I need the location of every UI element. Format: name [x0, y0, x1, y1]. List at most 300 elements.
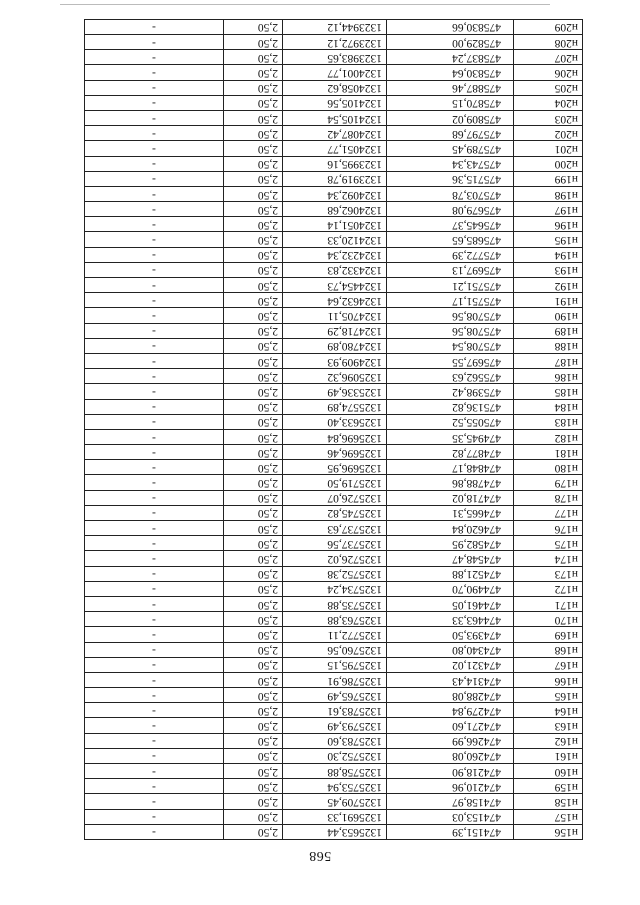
table-row	[85, 642, 583, 657]
cell-point: н163	[514, 718, 583, 733]
table-row	[85, 733, 583, 748]
cell-note: -	[85, 202, 224, 217]
cell-distance: 2,50	[224, 551, 283, 566]
cell-note: -	[85, 414, 224, 429]
table-row	[85, 597, 583, 612]
cell-note: -	[85, 217, 224, 232]
cell-distance: 2,50	[224, 748, 283, 763]
cell-y: 1325734,24	[283, 581, 387, 596]
cell-distance: 2,50	[224, 460, 283, 475]
cell-point: н193	[514, 262, 583, 277]
table-row	[85, 278, 583, 293]
cell-distance: 2,50	[224, 764, 283, 779]
table-row	[85, 217, 583, 232]
table-row	[85, 536, 583, 551]
cell-note: -	[85, 19, 224, 34]
cell-note: -	[85, 657, 224, 672]
cell-note: -	[85, 399, 224, 414]
cell-point: н182	[514, 429, 583, 444]
cell-x: 475136,82	[387, 399, 514, 414]
table-row	[85, 414, 583, 429]
cell-note: -	[85, 156, 224, 171]
cell-x: 475703,78	[387, 186, 514, 201]
cell-y: 1325735,88	[283, 597, 387, 612]
cell-distance: 2,50	[224, 429, 283, 444]
cell-point: н194	[514, 247, 583, 262]
cell-note: -	[85, 612, 224, 627]
table-row	[85, 657, 583, 672]
cell-distance: 2,50	[224, 794, 283, 809]
table-row	[85, 429, 583, 444]
cell-x: 475685,65	[387, 232, 514, 247]
cell-y: 1324058,62	[283, 80, 387, 95]
cell-x: 474788,86	[387, 475, 514, 490]
cell-point: н184	[514, 399, 583, 414]
table-row	[85, 323, 583, 338]
cell-x: 474665,31	[387, 505, 514, 520]
cell-distance: 2,50	[224, 733, 283, 748]
cell-note: -	[85, 262, 224, 277]
cell-distance: 2,50	[224, 657, 283, 672]
cell-note: -	[85, 95, 224, 110]
table-row	[85, 688, 583, 703]
table-row	[85, 764, 583, 779]
cell-distance: 2,50	[224, 171, 283, 186]
cell-y: 1325691,33	[283, 809, 387, 824]
cell-point: н195	[514, 232, 583, 247]
cell-distance: 2,50	[224, 627, 283, 642]
cell-distance: 2,50	[224, 65, 283, 80]
cell-point: н178	[514, 490, 583, 505]
cell-distance: 2,50	[224, 809, 283, 824]
cell-x: 474210,96	[387, 779, 514, 794]
cell-point: н169	[514, 627, 583, 642]
cell-x: 475743,34	[387, 156, 514, 171]
cell-y: 1324105,54	[283, 111, 387, 126]
cell-note: -	[85, 141, 224, 156]
cell-y: 1324051,14	[283, 217, 387, 232]
cell-distance: 2,50	[224, 323, 283, 338]
cell-x: 474271,60	[387, 718, 514, 733]
cell-y: 1324062,68	[283, 202, 387, 217]
cell-x: 474490,70	[387, 581, 514, 596]
cell-note: -	[85, 764, 224, 779]
cell-point: н181	[514, 445, 583, 460]
cell-distance: 2,50	[224, 141, 283, 156]
cell-x: 474718,02	[387, 490, 514, 505]
cell-point: н208	[514, 35, 583, 50]
cell-point: н192	[514, 278, 583, 293]
cell-distance: 2,50	[224, 597, 283, 612]
cell-point: н209	[514, 19, 583, 34]
cell-point: н177	[514, 505, 583, 520]
cell-distance: 2,50	[224, 672, 283, 687]
cell-distance: 2,50	[224, 566, 283, 581]
table-row	[85, 308, 583, 323]
cell-y: 1324705,11	[283, 308, 387, 323]
cell-y: 1323995,16	[283, 156, 387, 171]
cell-x: 474548,47	[387, 551, 514, 566]
cell-y: 1325753,94	[283, 779, 387, 794]
cell-x: 474848,17	[387, 460, 514, 475]
table-row	[85, 19, 583, 34]
cell-distance: 2,50	[224, 581, 283, 596]
table-row	[85, 232, 583, 247]
cell-point: н180	[514, 460, 583, 475]
cell-note: -	[85, 278, 224, 293]
cell-x: 474151,39	[387, 824, 514, 839]
table-row	[85, 490, 583, 505]
coordinates-table-body	[85, 19, 583, 839]
cell-point: н172	[514, 581, 583, 596]
cell-point: н205	[514, 80, 583, 95]
cell-y: 1325719,50	[283, 475, 387, 490]
table-row	[85, 354, 583, 369]
cell-point: н168	[514, 642, 583, 657]
table-row	[85, 65, 583, 80]
cell-y: 1325772,11	[283, 627, 387, 642]
cell-y: 1325795,15	[283, 657, 387, 672]
cell-point: н204	[514, 95, 583, 110]
cell-point: н161	[514, 748, 583, 763]
cell-distance: 2,50	[224, 80, 283, 95]
cell-x: 475055,52	[387, 414, 514, 429]
cell-point: н166	[514, 672, 583, 687]
cell-point: н183	[514, 414, 583, 429]
cell-note: -	[85, 794, 224, 809]
cell-point: н185	[514, 384, 583, 399]
table-row	[85, 141, 583, 156]
cell-note: -	[85, 688, 224, 703]
cell-y: 1325709,45	[283, 794, 387, 809]
cell-y: 1325786,91	[283, 672, 387, 687]
cell-distance: 2,50	[224, 354, 283, 369]
cell-note: -	[85, 65, 224, 80]
cell-x: 474153,03	[387, 809, 514, 824]
cell-point: н167	[514, 657, 583, 672]
cell-y: 1325653,44	[283, 824, 387, 839]
cell-x: 475697,55	[387, 354, 514, 369]
cell-note: -	[85, 672, 224, 687]
cell-note: -	[85, 323, 224, 338]
cell-y: 1325633,40	[283, 414, 387, 429]
cell-y: 1325760,56	[283, 642, 387, 657]
cell-distance: 2,50	[224, 703, 283, 718]
cell-y: 1324092,34	[283, 186, 387, 201]
cell-note: -	[85, 384, 224, 399]
table-row	[85, 824, 583, 839]
cell-point: н207	[514, 50, 583, 65]
cell-distance: 2,50	[224, 490, 283, 505]
cell-y: 1325783,61	[283, 703, 387, 718]
cell-note: -	[85, 80, 224, 95]
cell-x: 475398,42	[387, 384, 514, 399]
cell-y: 1325726,02	[283, 551, 387, 566]
cell-x: 474620,84	[387, 521, 514, 536]
cell-point: н164	[514, 703, 583, 718]
cell-x: 475809,02	[387, 111, 514, 126]
table-row	[85, 171, 583, 186]
cell-note: -	[85, 475, 224, 490]
cell-y: 1323919,78	[283, 171, 387, 186]
cell-x: 474260,08	[387, 748, 514, 763]
cell-distance: 2,50	[224, 35, 283, 50]
cell-x: 475697,13	[387, 262, 514, 277]
page-number: 568	[308, 848, 332, 863]
cell-x: 475837,24	[387, 50, 514, 65]
cell-point: н159	[514, 779, 583, 794]
cell-x: 474393,50	[387, 627, 514, 642]
cell-distance: 2,50	[224, 399, 283, 414]
cell-distance: 2,50	[224, 779, 283, 794]
table-row	[85, 521, 583, 536]
cell-point: н170	[514, 612, 583, 627]
cell-x: 475679,08	[387, 202, 514, 217]
table-row	[85, 475, 583, 490]
cell-x: 474945,35	[387, 429, 514, 444]
cell-point: н174	[514, 551, 583, 566]
table-row	[85, 35, 583, 50]
cell-note: -	[85, 733, 224, 748]
table-row	[85, 718, 583, 733]
cell-note: -	[85, 35, 224, 50]
table-row	[85, 186, 583, 201]
cell-point: н165	[514, 688, 583, 703]
cell-y: 1325336,49	[283, 384, 387, 399]
cell-x: 474582,95	[387, 536, 514, 551]
cell-y: 1323944,12	[283, 19, 387, 34]
cell-point: н158	[514, 794, 583, 809]
cell-point: н162	[514, 733, 583, 748]
cell-distance: 2,50	[224, 369, 283, 384]
cell-distance: 2,50	[224, 95, 283, 110]
cell-y: 1325783,60	[283, 733, 387, 748]
cell-point: н160	[514, 764, 583, 779]
table-row	[85, 50, 583, 65]
cell-point: н171	[514, 597, 583, 612]
cell-note: -	[85, 369, 224, 384]
cell-distance: 2,50	[224, 262, 283, 277]
cell-point: н203	[514, 111, 583, 126]
table-row	[85, 612, 583, 627]
cell-x: 474463,33	[387, 612, 514, 627]
cell-note: -	[85, 429, 224, 444]
cell-y: 1324909,93	[283, 354, 387, 369]
table-row	[85, 126, 583, 141]
cell-note: -	[85, 627, 224, 642]
cell-y: 1324332,83	[283, 262, 387, 277]
table-row	[85, 627, 583, 642]
cell-y: 1323972,12	[283, 35, 387, 50]
cell-y: 1323983,65	[283, 50, 387, 65]
table-row	[85, 779, 583, 794]
cell-distance: 2,50	[224, 475, 283, 490]
table-row	[85, 505, 583, 520]
cell-point: н187	[514, 354, 583, 369]
cell-y: 1324632,64	[283, 293, 387, 308]
table-row	[85, 80, 583, 95]
cell-x: 475789,45	[387, 141, 514, 156]
cell-x: 474521,88	[387, 566, 514, 581]
cell-distance: 2,50	[224, 718, 283, 733]
cell-point: н201	[514, 141, 583, 156]
header-rule	[60, 4, 550, 5]
cell-y: 1325745,82	[283, 505, 387, 520]
cell-x: 474218,90	[387, 764, 514, 779]
cell-y: 1325752,38	[283, 566, 387, 581]
cell-point: н197	[514, 202, 583, 217]
cell-x: 475829,00	[387, 35, 514, 50]
cell-distance: 2,50	[224, 19, 283, 34]
cell-y: 1325696,95	[283, 460, 387, 475]
cell-distance: 2,50	[224, 521, 283, 536]
table-row	[85, 794, 583, 809]
cell-point: н188	[514, 338, 583, 353]
cell-x: 474340,80	[387, 642, 514, 657]
coordinates-table	[84, 19, 583, 840]
cell-point: н189	[514, 323, 583, 338]
table-row	[85, 581, 583, 596]
cell-x: 475562,63	[387, 369, 514, 384]
cell-distance: 2,50	[224, 338, 283, 353]
table-row	[85, 384, 583, 399]
table-row	[85, 566, 583, 581]
cell-distance: 2,50	[224, 278, 283, 293]
cell-point: н191	[514, 293, 583, 308]
cell-x: 474461,05	[387, 597, 514, 612]
cell-note: -	[85, 293, 224, 308]
cell-distance: 2,50	[224, 293, 283, 308]
cell-note: -	[85, 824, 224, 839]
cell-point: н179	[514, 475, 583, 490]
cell-distance: 2,50	[224, 445, 283, 460]
table-row	[85, 262, 583, 277]
cell-distance: 2,50	[224, 111, 283, 126]
table-row	[85, 399, 583, 414]
cell-y: 1324454,73	[283, 278, 387, 293]
cell-distance: 2,50	[224, 156, 283, 171]
cell-note: -	[85, 111, 224, 126]
cell-note: -	[85, 232, 224, 247]
table-row	[85, 445, 583, 460]
cell-x: 475772,39	[387, 247, 514, 262]
cell-note: -	[85, 186, 224, 201]
cell-distance: 2,50	[224, 308, 283, 323]
cell-note: -	[85, 581, 224, 596]
table-row	[85, 95, 583, 110]
cell-y: 1325096,32	[283, 369, 387, 384]
cell-x: 474158,97	[387, 794, 514, 809]
table-row	[85, 460, 583, 475]
cell-note: -	[85, 536, 224, 551]
cell-distance: 2,50	[224, 202, 283, 217]
cell-y: 1325737,63	[283, 521, 387, 536]
cell-x: 474279,84	[387, 703, 514, 718]
cell-x: 474314,43	[387, 672, 514, 687]
cell-distance: 2,50	[224, 642, 283, 657]
cell-note: -	[85, 597, 224, 612]
cell-x: 475715,36	[387, 171, 514, 186]
cell-x: 475645,37	[387, 217, 514, 232]
cell-point: н157	[514, 809, 583, 824]
table-row	[85, 111, 583, 126]
table-row	[85, 293, 583, 308]
cell-point: н200	[514, 156, 583, 171]
cell-x: 475708,56	[387, 308, 514, 323]
cell-y: 1324087,42	[283, 126, 387, 141]
cell-y: 1325696,84	[283, 429, 387, 444]
cell-note: -	[85, 126, 224, 141]
cell-y: 1324051,77	[283, 141, 387, 156]
table-row	[85, 156, 583, 171]
cell-x: 475870,15	[387, 95, 514, 110]
table-row	[85, 748, 583, 763]
cell-point: н175	[514, 536, 583, 551]
cell-note: -	[85, 50, 224, 65]
cell-point: н199	[514, 171, 583, 186]
cell-distance: 2,50	[224, 824, 283, 839]
cell-y: 1325574,89	[283, 399, 387, 414]
table-row	[85, 551, 583, 566]
cell-note: -	[85, 308, 224, 323]
cell-y: 1324001,77	[283, 65, 387, 80]
cell-point: н190	[514, 308, 583, 323]
cell-x: 475830,66	[387, 19, 514, 34]
cell-point: н156	[514, 824, 583, 839]
cell-point: н173	[514, 566, 583, 581]
cell-point: н176	[514, 521, 583, 536]
cell-distance: 2,50	[224, 612, 283, 627]
cell-note: -	[85, 779, 224, 794]
cell-point: н196	[514, 217, 583, 232]
cell-note: -	[85, 642, 224, 657]
cell-x: 475708,56	[387, 323, 514, 338]
table-row	[85, 672, 583, 687]
cell-note: -	[85, 551, 224, 566]
cell-note: -	[85, 445, 224, 460]
cell-y: 1325752,30	[283, 748, 387, 763]
cell-y: 1325765,49	[283, 688, 387, 703]
cell-note: -	[85, 338, 224, 353]
cell-x: 475830,64	[387, 65, 514, 80]
cell-distance: 2,50	[224, 505, 283, 520]
cell-note: -	[85, 809, 224, 824]
cell-distance: 2,50	[224, 414, 283, 429]
table-row	[85, 202, 583, 217]
cell-y: 1324120,33	[283, 232, 387, 247]
cell-distance: 2,50	[224, 247, 283, 262]
cell-note: -	[85, 521, 224, 536]
cell-x: 474877,82	[387, 445, 514, 460]
cell-note: -	[85, 566, 224, 581]
cell-y: 1325726,07	[283, 490, 387, 505]
table-row	[85, 809, 583, 824]
cell-x: 474288,08	[387, 688, 514, 703]
cell-y: 1325696,46	[283, 445, 387, 460]
cell-note: -	[85, 460, 224, 475]
cell-distance: 2,50	[224, 217, 283, 232]
table-row	[85, 369, 583, 384]
cell-y: 1324780,89	[283, 338, 387, 353]
cell-note: -	[85, 718, 224, 733]
cell-distance: 2,50	[224, 126, 283, 141]
cell-distance: 2,50	[224, 384, 283, 399]
cell-distance: 2,50	[224, 536, 283, 551]
cell-note: -	[85, 505, 224, 520]
cell-point: н198	[514, 186, 583, 201]
table-row	[85, 338, 583, 353]
cell-y: 1325758,88	[283, 764, 387, 779]
